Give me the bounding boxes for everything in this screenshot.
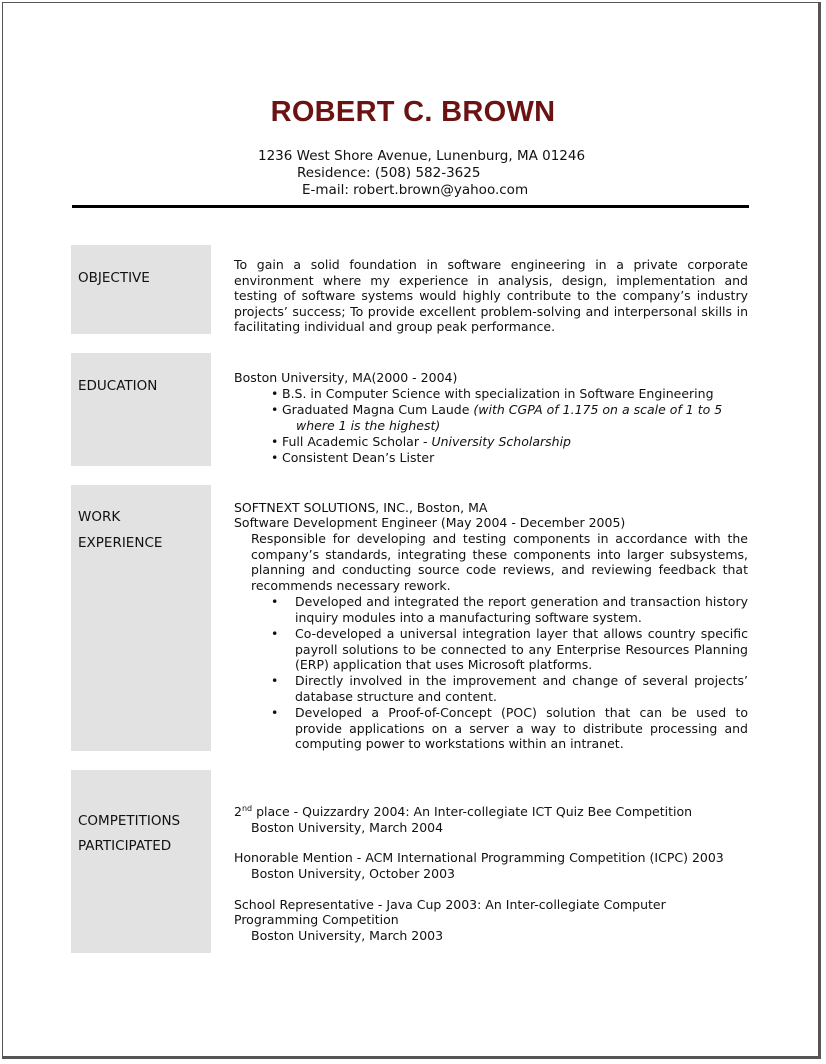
education-label: EDUCATION xyxy=(78,378,158,394)
competitions-label-box xyxy=(71,770,211,953)
email-line: E-mail: robert.brown@yahoo.com xyxy=(302,182,529,198)
bullet-icon: • xyxy=(271,434,279,449)
education-item: Graduated Magna Cum Laude (with CGPA of 1.175 on a scale of 1 to 5 xyxy=(282,402,723,417)
residence-phone: Residence: (508) 582-3625 xyxy=(297,165,481,181)
competition-title: 2nd place - Quizzardry 2004: An Inter-collegiate ICT Quiz Bee Competition xyxy=(234,803,693,819)
objective-label: OBJECTIVE xyxy=(78,270,150,286)
work-label-line2: EXPERIENCE xyxy=(78,535,163,551)
address-line: 1236 West Shore Avenue, Lunenburg, MA 01246 xyxy=(258,148,586,164)
work-bullet: Co-developed a universal integration layer that allows country specific payroll solutions to be connected to any Enterprise Resources Planning (ERP) application that uses Microsoft platforms. xyxy=(295,626,748,672)
competition-title: School Representative - Java Cup 2003: An Inter-collegiate Computer xyxy=(234,897,666,912)
competitions-label-line2: PARTICIPATED xyxy=(78,838,172,854)
competition-title: Honorable Mention - ACM International Programming Competition (ICPC) 2003 xyxy=(234,850,724,865)
bullet-icon: • xyxy=(271,673,279,688)
work-bullet: Directly involved in the improvement and change of several projects’ database structure and content. xyxy=(295,673,748,704)
competitions-label-line1: COMPETITIONS xyxy=(78,813,181,829)
work-bullet: Developed a Proof-of-Concept (POC) solution that can be used to provide applications on a server a way to distribute processing and computing power to workstations within an intranet. xyxy=(295,705,748,751)
education-item: Consistent Dean’s Lister xyxy=(282,450,435,465)
education-school: Boston University, MA(2000 - 2004) xyxy=(234,370,458,385)
bullet-icon: • xyxy=(271,705,279,720)
work-company: SOFTNEXT SOLUTIONS, INC., Boston, MA xyxy=(234,500,488,515)
objective-text: To gain a solid foundation in software engineering in a private corporate environment where my experience in analysis, design, implementation and testing of software systems would highly contribute to the company’s industry projects’ success; To provide excellent problem-solving and interpersonal skills in facilitating individual and group peak performance. xyxy=(234,257,748,334)
competition-venue: Boston University, March 2003 xyxy=(251,928,444,943)
bullet-icon: • xyxy=(271,594,279,609)
education-label-box xyxy=(71,353,211,466)
bullet-icon: • xyxy=(271,626,279,641)
competition-venue: Boston University, March 2004 xyxy=(251,820,444,835)
bullet-icon: • xyxy=(271,402,279,417)
objective-label-box xyxy=(71,245,211,334)
education-item: B.S. in Computer Science with specialization in Software Engineering xyxy=(282,386,714,401)
education-item-note: where 1 is the highest) xyxy=(296,418,441,433)
work-summary: Responsible for developing and testing components in accordance with the company’s standards, integrating these components into larger subsystems, planning and conducting source code reviews, and reviewing feedback that recommends necessary rework. xyxy=(251,531,748,593)
header-divider xyxy=(72,205,749,208)
work-label-line1: WORK xyxy=(78,509,121,525)
resume-name: ROBERT C. BROWN xyxy=(270,96,556,128)
work-title: Software Development Engineer (May 2004 - December 2005) xyxy=(234,515,626,530)
work-bullet: Developed and integrated the report generation and transaction history inquiry modules into a manufacturing software system. xyxy=(295,594,748,625)
bullet-icon: • xyxy=(271,450,279,465)
competition-title-cont: Programming Competition xyxy=(234,912,399,927)
education-item: Full Academic Scholar - University Scholarship xyxy=(282,434,571,449)
competition-venue: Boston University, October 2003 xyxy=(251,866,455,881)
bullet-icon: • xyxy=(271,386,279,401)
